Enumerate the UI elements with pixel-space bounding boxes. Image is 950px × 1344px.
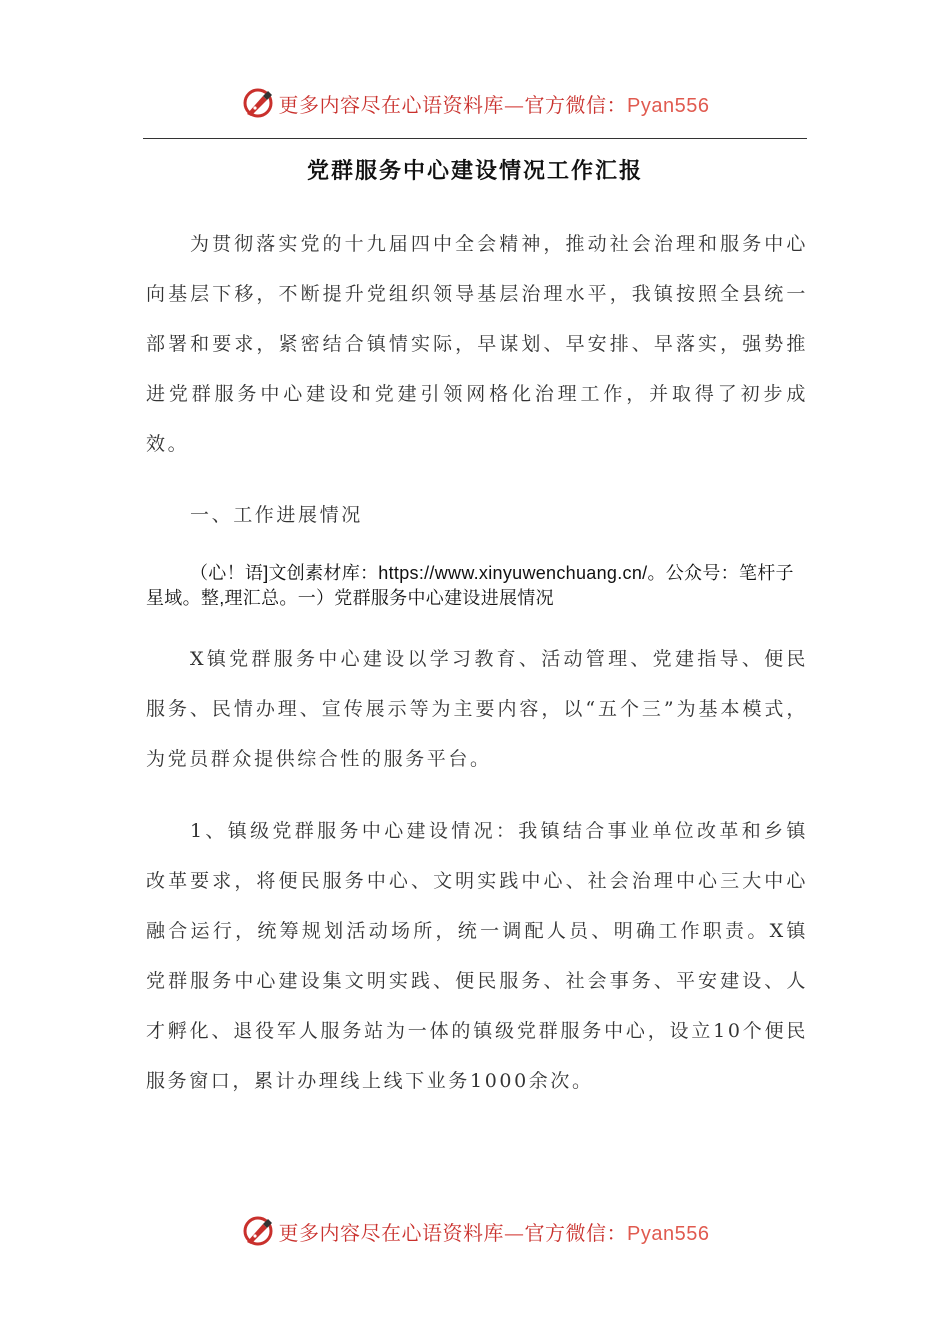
pen-nib-logo-icon (241, 1214, 275, 1248)
watermark-wechat-label: 官方微信： (524, 92, 628, 117)
source-line: （心！语]文创素材库：https://www.xinyuwenchuang.cn/。公众号：笔杆子星域。整,理汇总。一）党群服务中心建设进展情况 (146, 563, 794, 608)
watermark-dash: — (504, 92, 525, 117)
watermark-wechat-label: 官方微信： (524, 1220, 628, 1245)
watermark-wechat-id: Pyan556 (627, 1222, 710, 1245)
pen-nib-logo-icon (241, 86, 275, 120)
watermark-text (279, 1217, 710, 1246)
watermark-wechat-id: Pyan556 (627, 94, 710, 117)
watermark-text (279, 89, 710, 118)
section-heading-progress: 一、工作进展情况 (190, 504, 363, 526)
watermark-site-text: 更多内容尽在心语资料库 (278, 1220, 505, 1245)
watermark-dash: — (504, 1220, 525, 1245)
watermark-site-text: 更多内容尽在心语资料库 (278, 92, 505, 117)
town-level-paragraph: 1、镇级党群服务中心建设情况：我镇结合事业单位改革和乡镇改革要求，将便民服务中心、文明实践中心、社会治理中心三大中心融合运行，统筹规划活动场所，统一调配人员、明确工作职责。X镇党群服务中心建设集文明实践、便民服务、社会事务、平安建设、人才孵化、退役军人服务站为一体的镇级党群服务中心，设立10个便民服务窗口，累计办理线上线下业务1000余次。 (146, 820, 808, 1092)
header-divider (143, 138, 807, 139)
intro-paragraph: 为贯彻落实党的十九届四中全会精神，推动社会治理和服务中心向基层下移，不断提升党组织领导基层治理水平，我镇按照全县统一部署和要求，紧密结合镇情实际，早谋划、早安排、早落实，强势推进党群服务中心建设和党建引领网格化治理工作，并取得了初步成效。 (146, 233, 808, 455)
document-title: 党群服务中心建设情况工作汇报 (306, 159, 643, 184)
header-watermark-banner (0, 81, 950, 125)
overview-paragraph: X镇党群服务中心建设以学习教育、活动管理、党建指导、便民服务、民情办理、宣传展示等为主要内容，以“五个三”为基本模式，为党员群众提供综合性的服务平台。 (146, 648, 808, 770)
footer-watermark-banner (0, 1209, 950, 1253)
